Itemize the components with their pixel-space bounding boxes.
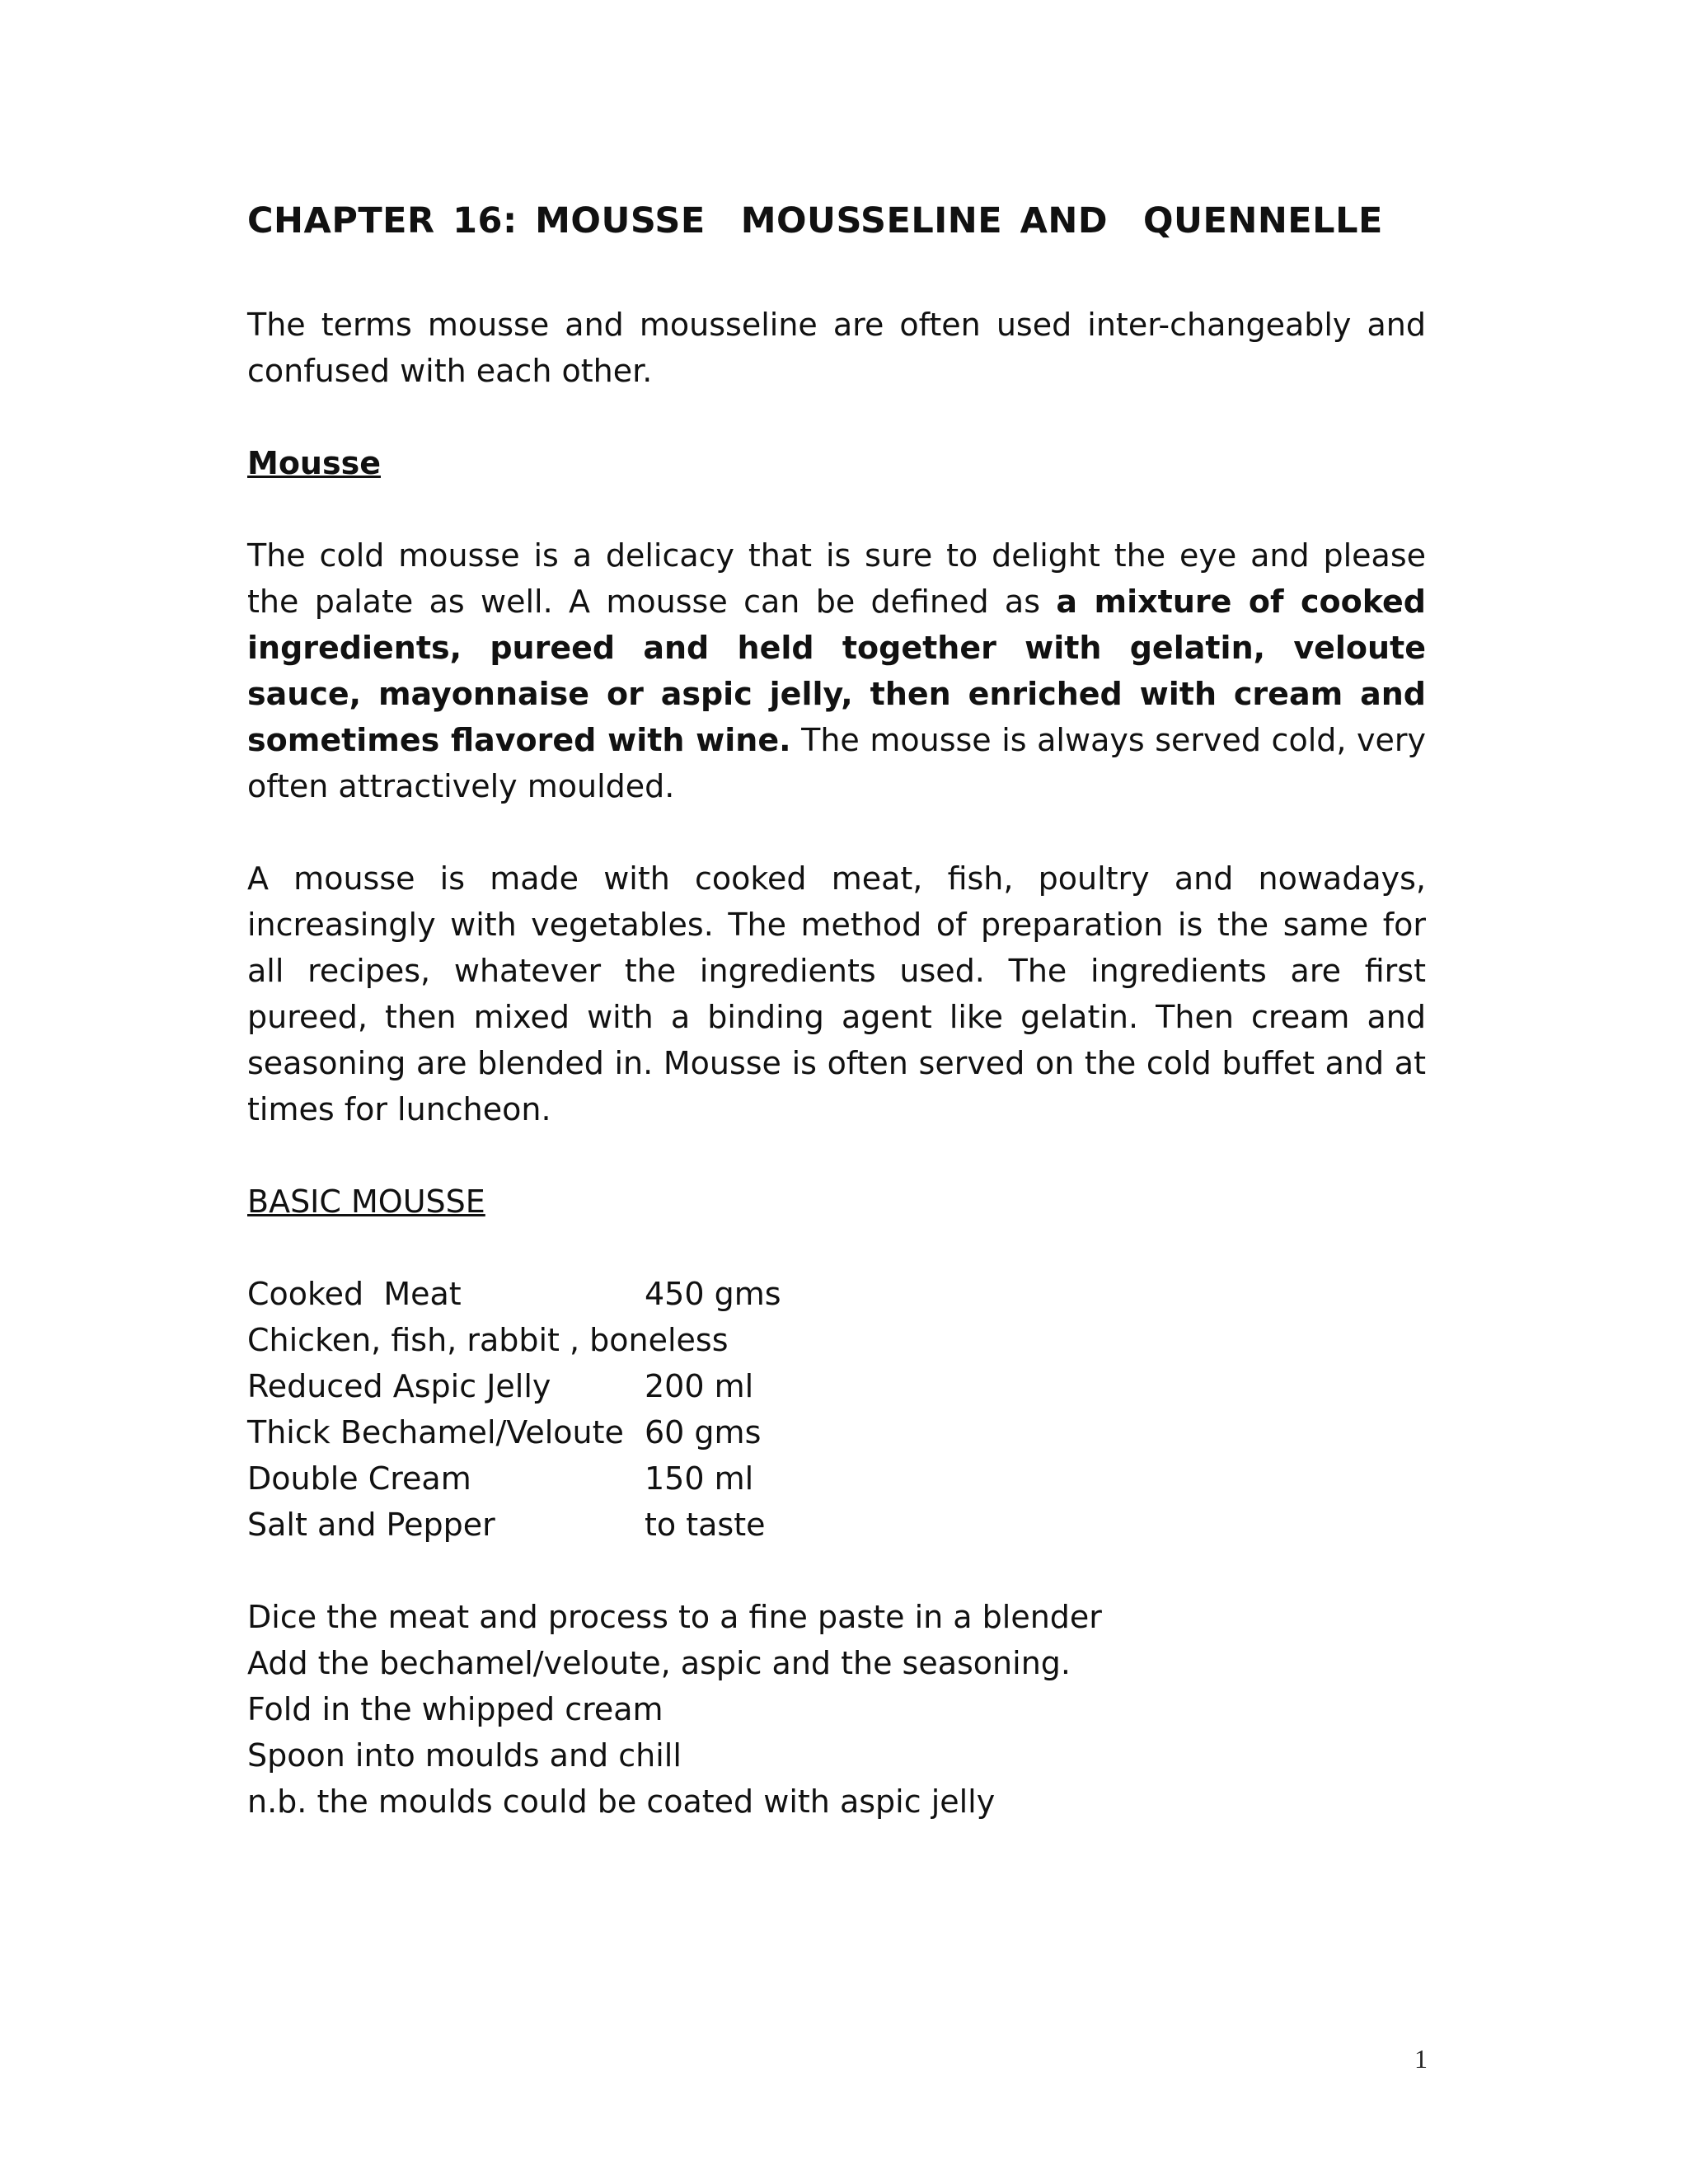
ingredient-name: Double Cream xyxy=(247,1460,471,1497)
intro-paragraph: The terms mousse and mousseline are often used inter-changeably and confused with each other. xyxy=(247,307,1426,389)
basic-mousse-heading: BASIC MOUSSE xyxy=(247,1183,485,1220)
ingredient-row xyxy=(247,1271,781,1317)
method-step: Add the bechamel/veloute, aspic and the seasoning. xyxy=(247,1645,1071,1681)
ingredient-name: Thick Bechamel/Veloute xyxy=(247,1414,624,1451)
ingredient-quantity: 200 ml xyxy=(645,1368,754,1404)
ingredient-quantity: 60 gms xyxy=(645,1414,762,1451)
method-steps xyxy=(247,1594,1426,1825)
definition-text-end: The mousse is always served cold, very often attractively moulded. xyxy=(247,722,1426,804)
ingredient-row xyxy=(247,1317,781,1363)
ingredient-quantity: to taste xyxy=(645,1507,766,1543)
method-step: n.b. the moulds could be coated with aspic jelly xyxy=(247,1783,996,1820)
ingredient-quantity: 450 gms xyxy=(645,1276,781,1312)
ingredient-quantity: 150 ml xyxy=(645,1460,754,1497)
ingredients-table xyxy=(247,1271,781,1548)
ingredient-name: Reduced Aspic Jelly xyxy=(247,1368,551,1404)
mousse-definition-paragraph xyxy=(247,532,1426,809)
method-step: Spoon into moulds and chill xyxy=(247,1737,682,1774)
ingredient-row xyxy=(247,1502,781,1548)
ingredient-note: Chicken, fish, rabbit , boneless xyxy=(247,1322,729,1358)
method-step: Fold in the whipped cream xyxy=(247,1691,663,1727)
ingredient-name: Salt and Pepper xyxy=(247,1507,495,1543)
mousse-heading: Mousse xyxy=(247,445,381,481)
page-number: 1 xyxy=(1414,2044,1428,2074)
definition-text-start: The cold mousse is a delicacy that is sure to delight the eye and please the palate as well. A mousse can be defined as xyxy=(247,537,1426,620)
definition-bold-text: a mixture of cooked ingredients, pureed and held together with gelatin, veloute sauce, mayonnaise or aspic jelly, then enriched with cream and sometimes flavored with wine. xyxy=(247,583,1426,758)
chapter-title: CHAPTER 16: MOUSSE MOUSSELINE AND QUENNELLE xyxy=(247,200,1383,241)
ingredient-row xyxy=(247,1409,781,1455)
ingredient-name: Cooked Meat xyxy=(247,1276,462,1312)
method-step: Dice the meat and process to a fine paste in a blender xyxy=(247,1599,1102,1635)
mousse-method-paragraph: A mousse is made with cooked meat, fish, poultry and nowadays, increasingly with vegetables. The method of preparation is the same for all recipes, whatever the ingredients used. The ingredients are first pureed, then mixed with a binding agent like gelatin. Then cream and seasoning are blended in. Mousse is often served on the cold buffet and at times for luncheon. xyxy=(247,860,1426,1127)
document-page xyxy=(247,198,1426,1825)
ingredient-row xyxy=(247,1455,781,1502)
ingredient-row xyxy=(247,1363,781,1409)
